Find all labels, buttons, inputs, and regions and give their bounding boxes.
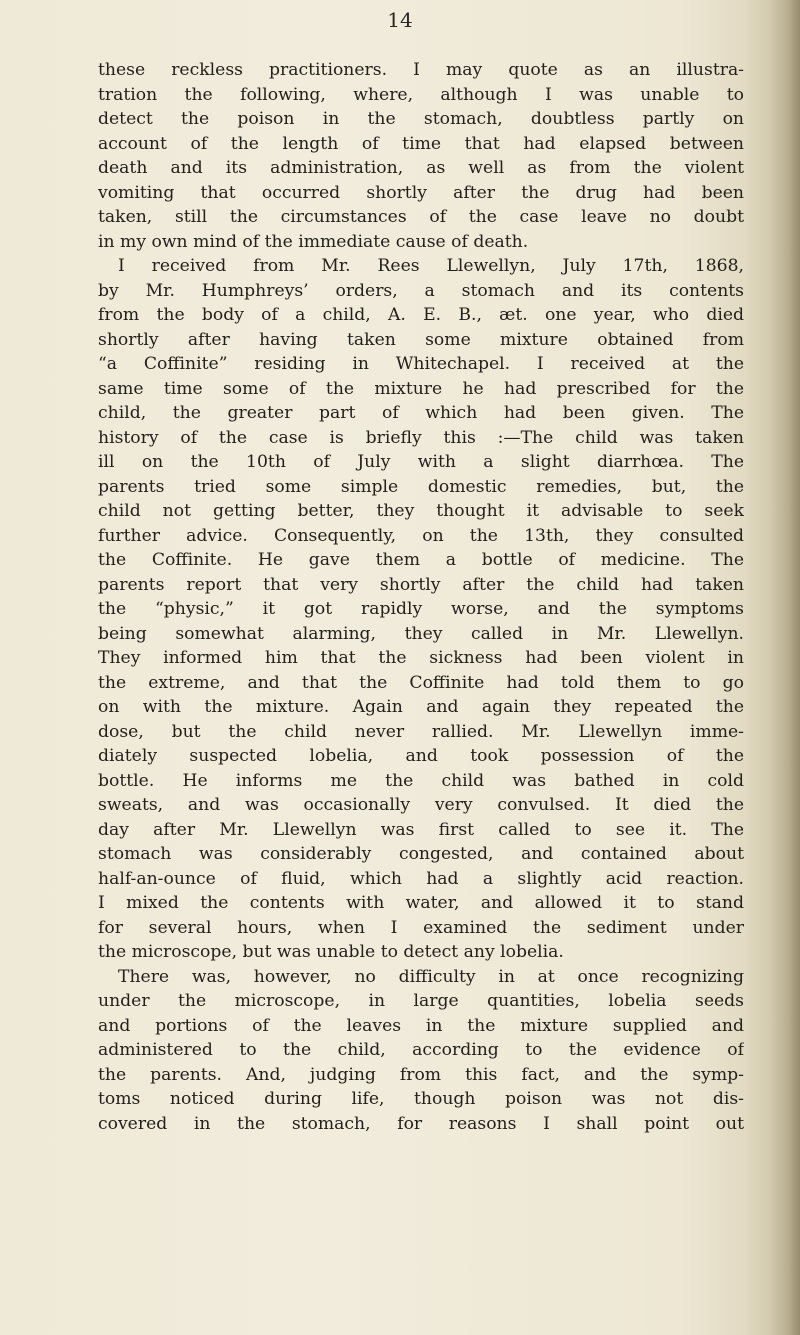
text-line: sweats, and was occasionally very convulsed. It died the — [98, 795, 744, 815]
text-line: the Coffinite. He gave them a bottle of medicine. The — [98, 550, 744, 570]
text-line: death and its administration, as well as from the violent — [98, 158, 744, 178]
text-line: the microscope, but was unable to detect any lobelia. — [98, 942, 564, 962]
text-line: dose, but the child never rallied. Mr. Llewellyn imme- — [98, 721, 744, 742]
text-line: child not getting better, they thought it advisable to seek — [98, 501, 744, 521]
text-line: half-an-ounce of fluid, which had a slightly acid reaction. — [98, 868, 744, 889]
text-line: There was, however, no difficulty in at once recognizing — [118, 966, 744, 987]
text-line: detect the poison in the stomach, doubtless partly on — [98, 109, 744, 129]
text-line: “a Coffinite” residing in Whitechapel. I received at the — [98, 354, 744, 374]
text-line: They informed him that the sickness had been violent in — [98, 648, 744, 668]
text-line: parents tried some simple domestic remedies, but, the — [98, 476, 744, 497]
text-line: taken, still the circumstances of the case leave no doubt — [98, 207, 744, 227]
text-line: from the body of a child, A. E. B., æt. one year, who died — [98, 305, 744, 325]
page-edge-shadow — [770, 0, 800, 1335]
text-line: by Mr. Humphreys’ orders, a stomach and its contents — [98, 280, 744, 301]
page-number: 14 — [387, 8, 413, 32]
text-line: the extreme, and that the Coffinite had told them to go — [98, 672, 744, 693]
text-line: diately suspected lobelia, and took possession of the — [98, 746, 744, 766]
text-line: history of the case is briefly this :—The child was taken — [98, 427, 744, 448]
text-line: child, the greater part of which had been given. The — [98, 403, 744, 423]
text-line: stomach was considerably congested, and contained about — [98, 844, 744, 864]
text-line: same time some of the mixture he had prescribed for the — [98, 378, 744, 399]
text-line: vomiting that occurred shortly after the drug had been — [98, 182, 744, 203]
text-line: shortly after having taken some mixture obtained from — [98, 329, 744, 350]
text-line: administered to the child, according to the evidence of — [98, 1040, 744, 1060]
text-line: and portions of the leaves in the mixture supplied and — [98, 1015, 744, 1036]
text-line: the “physic,” it got rapidly worse, and the symptoms — [98, 599, 744, 619]
text-line: for several hours, when I examined the sediment under — [98, 917, 744, 938]
text-line: the parents. And, judging from this fact, and the symp- — [98, 1064, 744, 1085]
text-line: ill on the 10th of July with a slight diarrhœa. The — [98, 452, 744, 472]
text-line: tration the following, where, although I was unable to — [98, 84, 744, 105]
body-text — [98, 58, 744, 1136]
text-line: in my own mind of the immediate cause of death. — [98, 231, 529, 252]
text-line: these reckless practitioners. I may quote as an illustra- — [98, 60, 744, 80]
text-line: being somewhat alarming, they called in Mr. Llewellyn. — [98, 623, 744, 644]
text-line: toms noticed during life, though poison was not dis- — [98, 1089, 744, 1109]
text-line: I received from Mr. Rees Llewellyn, July 17th, 1868, — [118, 256, 744, 276]
text-line: further advice. Consequently, on the 13th, they consulted — [98, 525, 744, 546]
text-line: under the microscope, in large quantities, lobelia seeds — [98, 991, 744, 1011]
text-line: bottle. He informs me the child was bathed in cold — [98, 770, 744, 791]
text-line: account of the length of time that had elapsed between — [98, 133, 744, 154]
text-line: covered in the stomach, for reasons I shall point out — [98, 1113, 744, 1134]
text-line: on with the mixture. Again and again they repeated the — [98, 697, 744, 717]
text-line: day after Mr. Llewellyn was first called to see it. The — [98, 819, 744, 840]
text-line: parents report that very shortly after the child had taken — [98, 574, 744, 595]
text-line: I mixed the contents with water, and allowed it to stand — [98, 893, 744, 913]
